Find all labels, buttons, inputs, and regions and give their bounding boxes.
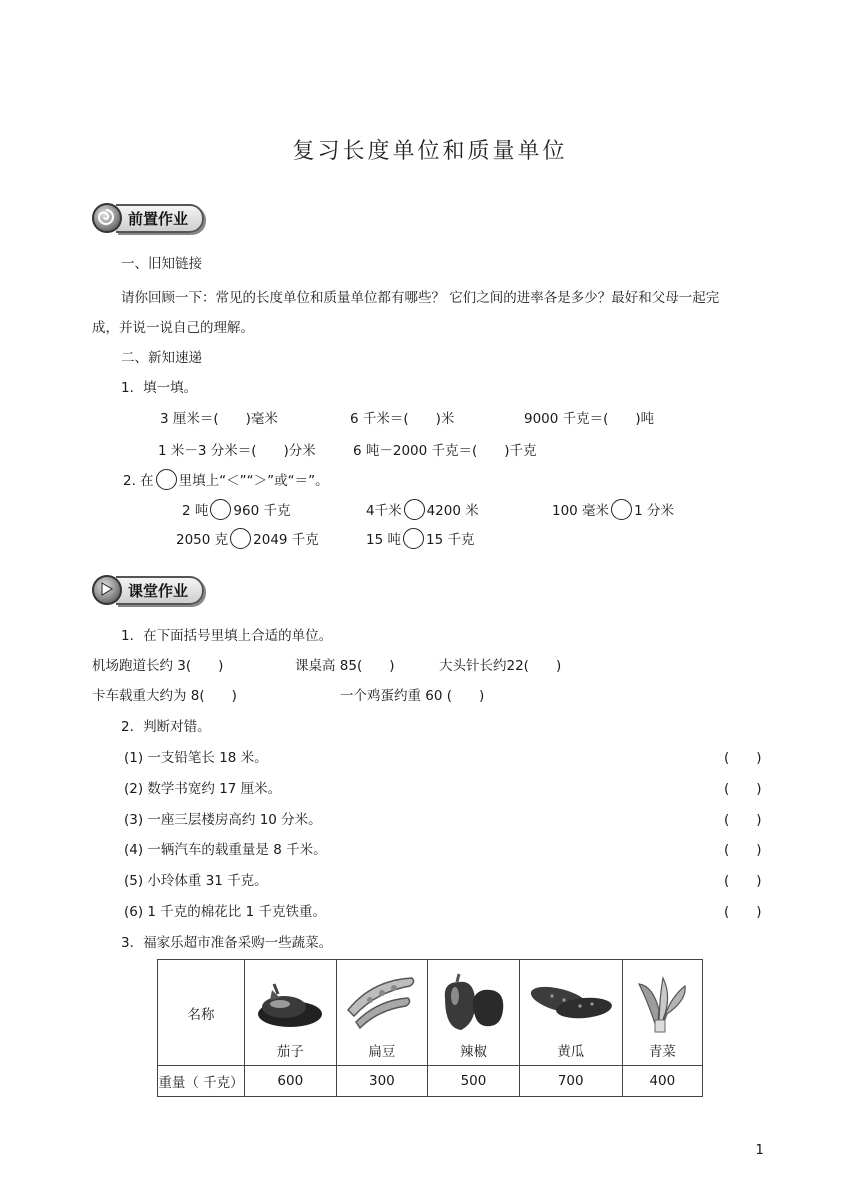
- compare-right: 1 分米: [634, 503, 674, 519]
- compare-item: [366, 528, 474, 549]
- fill-item: 9000 千克＝( )吨: [524, 411, 655, 427]
- unit-item: 卡车载重大约为 8( ): [92, 688, 237, 704]
- table-cell: [622, 960, 702, 1066]
- vegetable-table: [157, 959, 703, 1097]
- judge-answer[interactable]: ( ): [724, 873, 762, 889]
- compare-item: [366, 499, 479, 520]
- compare-left: 100 毫米: [552, 503, 610, 519]
- unit-item: 一个鸡蛋约重 60 ( ): [340, 688, 485, 704]
- table-header-cell: 名称: [158, 960, 245, 1066]
- play-icon: [92, 575, 122, 605]
- table-row: [158, 960, 703, 1066]
- swirl-icon: [92, 203, 122, 233]
- section-badge-label: 前置作业: [116, 204, 204, 233]
- bean-icon: [342, 970, 422, 1036]
- compare-right: 15 千克: [425, 532, 475, 548]
- circle-blank-icon: [156, 469, 177, 490]
- veg-name: 扁豆: [368, 1043, 396, 1060]
- judge-item: (2) 数学书宽约 17 厘米。: [124, 781, 282, 797]
- page-number: 1: [755, 1142, 764, 1158]
- judge-question-heading: 2．判断对错。: [121, 719, 211, 735]
- weight-cell: 600: [245, 1066, 337, 1097]
- compare-circle[interactable]: [404, 499, 425, 520]
- table-row: [158, 1066, 703, 1097]
- fill-item: 6 千米＝( )米: [350, 411, 455, 427]
- weight-cell: 500: [428, 1066, 520, 1097]
- part1-heading: 一、旧知链接: [121, 256, 202, 272]
- compare-left: 2050 克: [176, 532, 229, 548]
- cucumber-icon: [526, 970, 616, 1036]
- veg-name: 茄子: [276, 1043, 304, 1060]
- compare-left: 2 吨: [182, 503, 209, 519]
- compare-circle[interactable]: [210, 499, 231, 520]
- judge-answer[interactable]: ( ): [724, 812, 762, 828]
- judge-answer[interactable]: ( ): [724, 904, 762, 920]
- fill-item: 6 吨－2000 千克＝( )千克: [353, 443, 537, 459]
- greens-icon: [627, 970, 697, 1036]
- part1-text-line1: 请你回顾一下：常见的长度单位和质量单位都有哪些？ 它们之间的进率各是多少？最好和父母一起完: [121, 290, 720, 306]
- weight-cell: 300: [336, 1066, 428, 1097]
- compare-right: 4200 米: [426, 503, 479, 519]
- table-cell: [245, 960, 337, 1066]
- veg-name: 黄瓜: [557, 1043, 585, 1060]
- veg-name: 青菜: [648, 1043, 676, 1060]
- pepper-icon: [433, 970, 513, 1036]
- judge-item: (3) 一座三层楼房高约 10 分米。: [124, 812, 322, 828]
- compare-right: 2049 千克: [253, 532, 319, 548]
- part2-heading: 二、新知速递: [121, 350, 202, 366]
- section-badge-class: [92, 575, 204, 605]
- part1-text-line2: 成，并说一说自己的理解。: [92, 320, 254, 336]
- unit-question-heading: 1．在下面括号里填上合适的单位。: [121, 628, 333, 644]
- unit-item: 机场跑道长约 3( ): [92, 658, 224, 674]
- compare-heading-part-a: 2. 在: [123, 473, 154, 489]
- judge-item: (4) 一辆汽车的载重量是 8 千米。: [124, 842, 327, 858]
- eggplant-icon: [250, 970, 330, 1036]
- veg-name: 辣椒: [459, 1043, 487, 1060]
- fill-question-heading: 1．填一填。: [121, 380, 198, 396]
- judge-answer[interactable]: ( ): [724, 750, 762, 766]
- table-cell: [336, 960, 428, 1066]
- compare-item: [176, 528, 319, 549]
- compare-item: [552, 499, 674, 520]
- judge-answer[interactable]: ( ): [724, 781, 762, 797]
- compare-left: 4千米: [366, 503, 402, 519]
- judge-item: (1) 一支铅笔长 18 米。: [124, 750, 268, 766]
- table-header-cell: 重量（ 千克）: [158, 1066, 245, 1097]
- judge-item: (6) 1 千克的棉花比 1 千克铁重。: [124, 904, 326, 920]
- weight-cell: 700: [519, 1066, 622, 1097]
- weight-cell: 400: [622, 1066, 702, 1097]
- section-badge-pre: [92, 203, 204, 233]
- judge-item: (5) 小玲体重 31 千克。: [124, 873, 268, 889]
- veg-question-heading: 3．福家乐超市准备采购一些蔬菜。: [121, 935, 333, 951]
- compare-left: 15 吨: [366, 532, 401, 548]
- compare-right: 960 千克: [233, 503, 291, 519]
- table-cell: [428, 960, 520, 1066]
- section-badge-label: 课堂作业: [116, 576, 204, 605]
- compare-item: [182, 499, 290, 520]
- compare-question-heading: [123, 469, 329, 490]
- unit-item: 大头针长约22( ): [439, 658, 562, 674]
- unit-item: 课桌高 85( ): [295, 658, 395, 674]
- judge-answer[interactable]: ( ): [724, 842, 762, 858]
- compare-circle[interactable]: [611, 499, 632, 520]
- fill-item: 3 厘米＝( )毫米: [160, 411, 278, 427]
- table-cell: [519, 960, 622, 1066]
- compare-circle[interactable]: [230, 528, 251, 549]
- page-title: 复习长度单位和质量单位: [292, 139, 568, 164]
- fill-item: 1 米－3 分米＝( )分米: [158, 443, 316, 459]
- compare-heading-part-b: 里填上“＜”“＞”或“＝”。: [178, 473, 329, 489]
- compare-circle[interactable]: [403, 528, 424, 549]
